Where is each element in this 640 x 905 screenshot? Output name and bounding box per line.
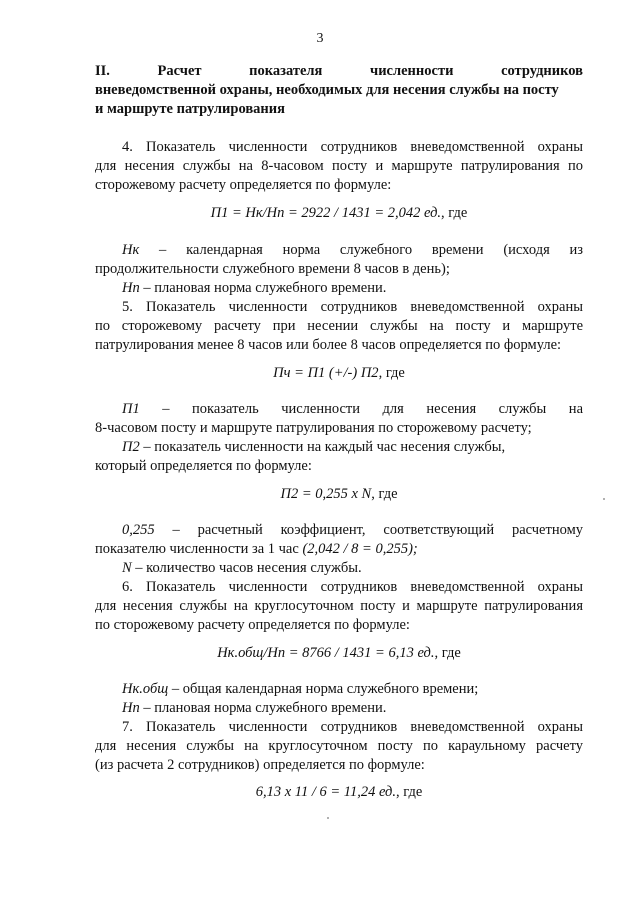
formula-1: [95, 204, 583, 223]
definition-term: П2: [122, 439, 140, 455]
formula-3: [95, 485, 583, 504]
definition-term: Нп: [122, 280, 140, 296]
formula-4: [95, 644, 583, 663]
definition-term: П1: [122, 401, 140, 417]
scan-speck: [327, 817, 329, 819]
definition-term: N: [122, 560, 132, 576]
definition-text: – общая календарная норма служебного времени;: [168, 681, 479, 697]
definition-p2-line-1: [122, 438, 583, 457]
formula-4-suffix: , где: [434, 645, 461, 661]
definition-text: – расчетный коэффициент, соответствующий расчетному: [172, 522, 583, 538]
definition-text: – показатель численности для несения службы на: [162, 401, 584, 417]
section-heading-line-3: и маршруте патрулирования: [95, 101, 285, 117]
heading-word: показателя: [249, 63, 323, 79]
definition-text: – показатель численности на каждый час несения службы,: [139, 439, 506, 455]
definition-np-2: [122, 699, 583, 718]
definition-nk-line-2: продолжительности служебного времени 8 часов в день);: [95, 261, 450, 277]
definition-term: Нп: [122, 700, 140, 716]
definition-np-1: [122, 279, 583, 298]
definition-coef-line-2: [95, 540, 583, 559]
definition-text: показателю численности за 1 час: [95, 541, 303, 557]
formula-4-expression: Нк.общ/Нп = 8766 / 1431 = 6,13 ед.: [217, 645, 435, 661]
formula-1-expression: П1 = Нк/Нп = 2922 / 1431 = 2,042 ед.: [210, 205, 442, 221]
definition-p1-line-2: 8-часовом посту и маршруте патрулирования по сторожевому расчету;: [95, 420, 532, 436]
page-number: 3: [316, 31, 324, 46]
definition-text: – плановая норма служебного времени.: [139, 280, 387, 296]
paragraph-5-line-3: патрулирования менее 8 часов или более 8 часов определяется по формуле:: [95, 337, 562, 353]
heading-word: сотрудников: [501, 63, 583, 79]
definition-term: Нк.общ: [122, 681, 169, 697]
paragraph-6-line-1: 6. Показатель численности сотрудников вневедомственной охраны: [122, 579, 583, 595]
formula-2-suffix: , где: [378, 365, 405, 381]
paragraph-6-line-2: для несения службы на круглосуточном посту и маршруте патрулирования: [95, 598, 583, 614]
paragraph-6-line-3: по сторожевому расчету определяется по формуле:: [95, 617, 410, 633]
definition-nk-line-1: [122, 241, 583, 260]
section-heading-line-2: вневедомственной охраны, необходимых для несения службы на посту: [95, 82, 559, 98]
formula-2: [95, 364, 583, 383]
heading-word: численности: [370, 63, 454, 79]
paragraph-7-line-3: (из расчета 2 сотрудников) определяется по формуле:: [95, 757, 425, 773]
paragraph-5-line-2: по сторожевому расчету при несении службы на посту и маршруте: [95, 318, 583, 334]
definition-n: [122, 559, 583, 578]
section-heading-line-1: [95, 62, 583, 81]
definition-nkobsh: [122, 680, 583, 699]
formula-5-suffix: , где: [395, 784, 423, 800]
definition-text: – количество часов несения службы.: [131, 560, 362, 576]
formula-3-expression: П2 = 0,255 х N: [280, 486, 372, 502]
formula-1-suffix: , где: [441, 205, 468, 221]
definition-coef-line-1: [122, 521, 583, 540]
definition-text: – плановая норма служебного времени.: [139, 700, 387, 716]
paragraph-4-line-2: для несения службы на 8-часовом посту и маршруте патрулирования по: [95, 158, 583, 174]
definition-p1-line-1: [122, 400, 583, 419]
formula-5: [95, 783, 583, 802]
formula-5-expression: 6,13 х 11 / 6 = 11,24 ед.: [255, 784, 396, 800]
paragraph-7-line-2: для несения службы на круглосуточном посту по караульному расчету: [95, 738, 583, 754]
paragraph-5-line-1: 5. Показатель численности сотрудников вневедомственной охраны: [122, 299, 583, 315]
definition-term: Нк: [122, 242, 140, 258]
definition-p2-line-2: который определяется по формуле:: [95, 458, 312, 474]
scan-speck: [603, 498, 605, 500]
paragraph-4-line-3: сторожевому расчету определяется по формуле:: [95, 177, 392, 193]
heading-word: II. Расчет: [95, 63, 202, 79]
definition-term: 0,255: [122, 522, 155, 538]
formula-2-expression: Пч = П1 (+/-) П2: [273, 365, 379, 381]
paragraph-7-line-1: 7. Показатель численности сотрудников вневедомственной охраны: [122, 719, 583, 735]
definition-text: – календарная норма служебного времени (исходя из: [159, 242, 583, 258]
definition-calc: (2,042 / 8 = 0,255);: [302, 541, 418, 557]
paragraph-4-line-1: 4. Показатель численности сотрудников вневедомственной охраны: [122, 139, 583, 155]
formula-3-suffix: , где: [371, 486, 398, 502]
